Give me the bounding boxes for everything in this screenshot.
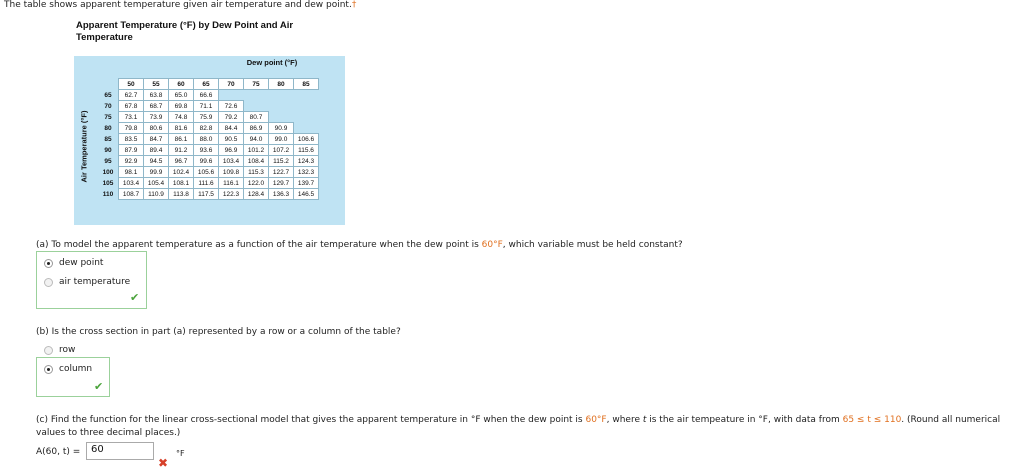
- table-cell: 79.2: [219, 112, 244, 123]
- table-cell: 71.1: [194, 101, 219, 112]
- table-cell: 136.3: [269, 189, 294, 200]
- table-row: [98, 167, 319, 178]
- table-cell: 98.1: [119, 167, 144, 178]
- unit-label: °F: [176, 449, 185, 458]
- row-header: 70: [98, 101, 119, 112]
- option-air-temperature[interactable]: [44, 277, 130, 287]
- question-c: (c) Find the function for the linear cross-sectional model that gives the apparent temperature in °F when the dew point is 60°F, where t is the air tempeature in °F, with data from 65 ≤ t ≤ 110. (Round all numerical values to three decimal places.): [36, 415, 1001, 438]
- table-cell: 122.7: [269, 167, 294, 178]
- table-row: [98, 101, 319, 112]
- table-cell: 68.7: [144, 101, 169, 112]
- function-label: A(60, t) =: [36, 447, 81, 457]
- table-cell: 116.1: [219, 178, 244, 189]
- table-cell: 66.6: [194, 90, 219, 101]
- table-cell: 128.4: [244, 189, 269, 200]
- table-cell: 80.6: [144, 123, 169, 134]
- column-header: 70: [219, 79, 244, 90]
- correct-check-icon: ✔: [94, 380, 104, 393]
- option-column[interactable]: [44, 364, 92, 374]
- table-cell: [294, 101, 319, 112]
- table-cell: 63.8: [144, 90, 169, 101]
- table-title: Apparent Temperature (°F) by Dew Point and Air Temperature: [76, 20, 294, 43]
- row-header: 100: [98, 167, 119, 178]
- table-cell: 139.7: [294, 178, 319, 189]
- table-cell: 99.9: [144, 167, 169, 178]
- table-cell: 96.7: [169, 156, 194, 167]
- column-header: 50: [119, 79, 144, 90]
- table-cell: 75.9: [194, 112, 219, 123]
- table-row: [98, 178, 319, 189]
- table-cell: [269, 112, 294, 123]
- table-row: [98, 123, 319, 134]
- radio-row[interactable]: [44, 346, 53, 355]
- table-cell: 93.6: [194, 145, 219, 156]
- table-row: [98, 112, 319, 123]
- air-temperature-axis-label: Air Temperature (°F): [79, 110, 89, 183]
- table-cell: 86.9: [244, 123, 269, 134]
- row-header: 110: [98, 189, 119, 200]
- table-cell: 90.9: [269, 123, 294, 134]
- table-cell: 73.9: [144, 112, 169, 123]
- column-header: 80: [269, 79, 294, 90]
- table-cell: 146.5: [294, 189, 319, 200]
- table-cell: 99.6: [194, 156, 219, 167]
- radio-column[interactable]: [44, 365, 53, 374]
- table-cell: 84.7: [144, 134, 169, 145]
- table-cell: 65.0: [169, 90, 194, 101]
- table-cell: 99.0: [269, 134, 294, 145]
- dew-point-axis-label: Dew point (°F): [246, 58, 298, 67]
- table-cell: 94.5: [144, 156, 169, 167]
- row-header: 75: [98, 112, 119, 123]
- table-cell: 103.4: [119, 178, 144, 189]
- table-cell: 94.0: [244, 134, 269, 145]
- question-b: (b) Is the cross section in part (a) represented by a row or a column of the table?: [36, 327, 401, 337]
- table-cell: 113.8: [169, 189, 194, 200]
- table-cell: 129.7: [269, 178, 294, 189]
- table-cell: [294, 112, 319, 123]
- table-cell: 92.9: [119, 156, 144, 167]
- radio-dew-point[interactable]: [44, 259, 53, 268]
- intro-text: The table shows apparent temperature given air temperature and dew point.†: [4, 0, 357, 10]
- table-row: [98, 156, 319, 167]
- table-row: [98, 145, 319, 156]
- table-cell: 91.2: [169, 145, 194, 156]
- radio-air-temperature[interactable]: [44, 278, 53, 287]
- table-cell: 124.3: [294, 156, 319, 167]
- column-header: 75: [244, 79, 269, 90]
- option-label: row: [59, 345, 76, 355]
- option-row[interactable]: [44, 345, 75, 355]
- table-cell: 89.4: [144, 145, 169, 156]
- table-cell: 79.8: [119, 123, 144, 134]
- table-cell: 72.6: [219, 101, 244, 112]
- row-header: 95: [98, 156, 119, 167]
- table-cell: 88.0: [194, 134, 219, 145]
- table-cell: 115.3: [244, 167, 269, 178]
- table-cell: [244, 90, 269, 101]
- table-cell: 111.6: [194, 178, 219, 189]
- row-header: 65: [98, 90, 119, 101]
- table-cell: 101.2: [244, 145, 269, 156]
- column-header: 65: [194, 79, 219, 90]
- option-dew-point[interactable]: [44, 258, 103, 268]
- table-cell: 102.4: [169, 167, 194, 178]
- table-cell: 108.1: [169, 178, 194, 189]
- table-header-row: [98, 79, 319, 90]
- correct-check-icon: ✔: [130, 291, 140, 304]
- table-row: [98, 90, 319, 101]
- table-cell: [269, 101, 294, 112]
- table-cell: 67.8: [119, 101, 144, 112]
- table-cell: 69.8: [169, 101, 194, 112]
- table-cell: 107.2: [269, 145, 294, 156]
- table-cell: 103.4: [219, 156, 244, 167]
- table-cell: [294, 90, 319, 101]
- table-cell: 80.7: [244, 112, 269, 123]
- table-cell: 90.5: [219, 134, 244, 145]
- data-table-panel: [74, 56, 345, 225]
- question-a: (a) To model the apparent temperature as a function of the air temperature when the dew point is 60°F, which variable must be held constant?: [36, 240, 683, 250]
- table-cell: 122.0: [244, 178, 269, 189]
- table-cell: 115.2: [269, 156, 294, 167]
- table-cell: 117.5: [194, 189, 219, 200]
- column-header: 55: [144, 79, 169, 90]
- row-header: 90: [98, 145, 119, 156]
- table-cell: 110.9: [144, 189, 169, 200]
- table-cell: 83.5: [119, 134, 144, 145]
- table-cell: 109.8: [219, 167, 244, 178]
- table-cell: 82.8: [194, 123, 219, 134]
- table-cell: 87.9: [119, 145, 144, 156]
- table-cell: 62.7: [119, 90, 144, 101]
- row-header: 105: [98, 178, 119, 189]
- column-header: 85: [294, 79, 319, 90]
- function-answer-input[interactable]: 60: [86, 442, 154, 460]
- table-cell: [269, 90, 294, 101]
- option-label: dew point: [59, 258, 104, 268]
- row-header: 85: [98, 134, 119, 145]
- table-cell: 115.6: [294, 145, 319, 156]
- table-cell: 106.6: [294, 134, 319, 145]
- table-cell: 73.1: [119, 112, 144, 123]
- table-cell: 74.8: [169, 112, 194, 123]
- table-cell: [219, 90, 244, 101]
- table-cell: 108.4: [244, 156, 269, 167]
- intro-footnote-mark: †: [351, 0, 357, 10]
- incorrect-x-icon: ✖: [158, 456, 169, 470]
- table-cell: 122.3: [219, 189, 244, 200]
- table-cell: 86.1: [169, 134, 194, 145]
- table-cell: 81.6: [169, 123, 194, 134]
- option-label: column: [59, 364, 93, 374]
- table-row: [98, 134, 319, 145]
- table-cell: 132.3: [294, 167, 319, 178]
- table-cell: [294, 123, 319, 134]
- column-header: 60: [169, 79, 194, 90]
- table-cell: 105.6: [194, 167, 219, 178]
- table-cell: 108.7: [119, 189, 144, 200]
- option-label: air temperature: [59, 277, 131, 287]
- table-cell: 96.9: [219, 145, 244, 156]
- apparent-temperature-table: [98, 78, 319, 200]
- table-cell: 105.4: [144, 178, 169, 189]
- table-cell: [244, 101, 269, 112]
- row-header: 80: [98, 123, 119, 134]
- table-cell: 84.4: [219, 123, 244, 134]
- table-row: [98, 189, 319, 200]
